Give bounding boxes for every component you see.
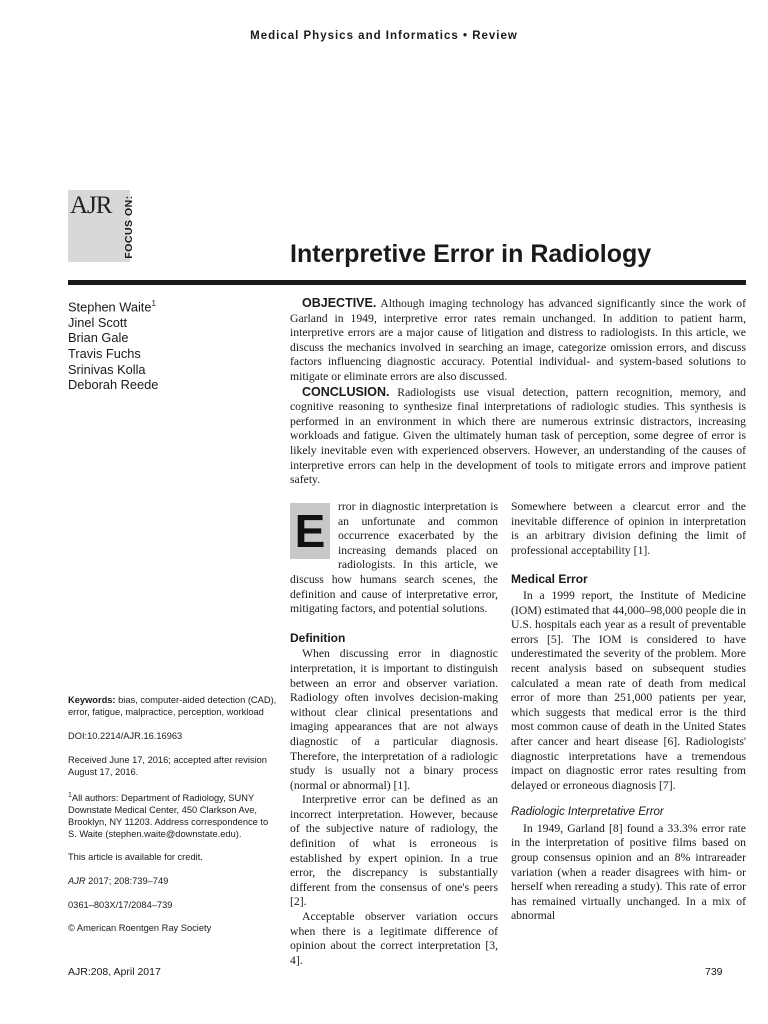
copyright: © American Roentgen Ray Society [68, 923, 212, 933]
abstract-objective [290, 296, 746, 385]
article-title: Interpretive Error in Radiology [290, 240, 652, 268]
body-column-2 [511, 500, 746, 924]
abstract [290, 296, 746, 488]
author-name: Jinel Scott [68, 314, 128, 330]
conclusion-text: Radiologists use visual detection, pattern recognition, memory, and cognitive reasoning to synthesize final interpretations of radiologic studies. This synthesis is performed in an environment in which there are numerous extrinsic distractors, increasing workloads and fatigue. Given the ultimately human task of perception, some degree of error is likely inevitable even with experienced observers. However, an understanding of the causes of interpretive errors can help in the development of tools to mitigate errors and improve patient safety. [290, 385, 747, 487]
affiliation-mark: 1 [68, 792, 72, 799]
conclusion-label: CONCLUSION. [302, 384, 390, 399]
paragraph: When discussing error in diagnostic interpretation, it is important to distinguish between an error and observer variation. Radiology often involves decision-making without clear clinical presentations and imaging appearances that are not always diagnostic of a particular diagnosis. Therefore, the interpretation of a radiologic study is usually not a binary process (normal or abnormal) [1]. [290, 647, 498, 792]
page-number: 739 [705, 966, 723, 978]
paragraph: Somewhere between a clearcut error and the inevitable difference of opinion in interpretation is an arbitrary division defining the limit of professional acceptability [1]. [511, 500, 746, 557]
drop-cap: E [290, 503, 330, 559]
author-name: Travis Fuchs [68, 346, 141, 362]
affiliation [68, 790, 278, 840]
definition-heading: Definition [290, 630, 346, 645]
ajr-logo [68, 190, 130, 262]
author-name: Deborah Reede [68, 377, 159, 393]
section-header: Medical Physics and Informatics • Review [250, 30, 518, 42]
author-list [68, 296, 268, 393]
credit-note: This article is available for credit. [68, 852, 203, 862]
issn: 0361–803X/17/2084–739 [68, 900, 173, 910]
citation-rest: 2017; 208:739–749 [85, 876, 169, 886]
paragraph: Acceptable observer variation occurs when there is a legitimate difference of opinion about the correct interpretation [3, 4]. [290, 910, 498, 967]
keywords-label: Keywords: [68, 695, 116, 705]
affiliation-text: All authors: Department of Radiology, SUNY Downstate Medical Center, 450 Clarkson Ave, Brooklyn, NY 11203. Address correspondence to S. Waite (stephen.waite@downstate.edu). [68, 793, 269, 840]
intro-paragraph [290, 500, 498, 617]
body-column-1 [290, 500, 498, 968]
citation-journal: AJR [68, 876, 86, 886]
received-date: Received June 17, 2016; accepted after revision August 17, 2016. [68, 755, 267, 777]
author-name: Srinivas Kolla [68, 361, 146, 377]
paragraph: Interpretive error can be defined as an incorrect interpretation. However, because of the subjective nature of radiology, the definition of what is erroneous is established by expert opinion. In a true error, the discrepancy is substantially different from the consensus of one's peers [2]. [290, 793, 498, 909]
medical-error-heading: Medical Error [511, 572, 588, 587]
focus-on-label [122, 192, 136, 262]
keywords [68, 694, 278, 718]
logo-brand: AJR [70, 192, 112, 219]
citation [68, 875, 278, 887]
focus-on-text: FOCUS ON: [123, 195, 135, 259]
abstract-conclusion [290, 385, 746, 488]
intro-text: rror in diagnostic interpretation is an unfortunate and common occurrence exacerbated by the increasing demands placed on radiologists. In this article, we discuss how humans search scenes, the definition and cause of interpretative error, mitigating factors, and potential solutions. [290, 500, 498, 616]
objective-label: OBJECTIVE. [302, 296, 377, 310]
keywords-text: bias, computer-aided detection (CAD), error, fatigue, malpractice, perception, workload [68, 695, 277, 717]
author-name: Stephen Waite$^1$ [68, 299, 156, 315]
paragraph: In a 1999 report, the Institute of Medicine (IOM) estimated that 44,000–98,000 people die in U.S. hospitals each year as a result of preventable errors [5]. The IOM is considered to have underestimated the severity of the problem. More recent analysis based on subsequent studies calculated a mean rate of death from medical error of more than 251,000 patients per year, which suggests that medical error is the third most common cause of death in the United States after cancer and heart disease [6]. Radiologists' diagnostic interpretations have a tremendous impact on diagnostic error rates resulting from delayed or erroneous diagnosis [7]. [511, 588, 746, 792]
footer-journal: AJR:208, April 2017 [68, 966, 161, 978]
objective-text: Although imaging technology has advanced significantly since the work of Garland in 1949, interpretive error rates remain unchanged. In addition to patient harm, interpretive errors are a major cause of litigation and distress to radiologists. In this article, we discuss the mechanics involved in searching an image, categorize omission errors, and discuss factors influencing diagnostic accuracy. Potential individual- and system-based solutions to mitigate or eliminate errors are also discussed. [290, 297, 746, 383]
title-rule [68, 280, 746, 285]
doi: DOI:10.2214/AJR.16.16963 [68, 731, 183, 741]
author-name: Brian Gale [68, 330, 129, 346]
interpretative-error-heading: Radiologic Interpretative Error [511, 806, 664, 819]
paragraph: In 1949, Garland [8] found a 33.3% error rate in the interpretation of positive films based on group consensus opinion and an 8% intrareader variation (when a reader disagrees with him- or herself when rereading a study). This rate of error has remained virtually unchanged. In a mix of abnormal [511, 821, 746, 923]
